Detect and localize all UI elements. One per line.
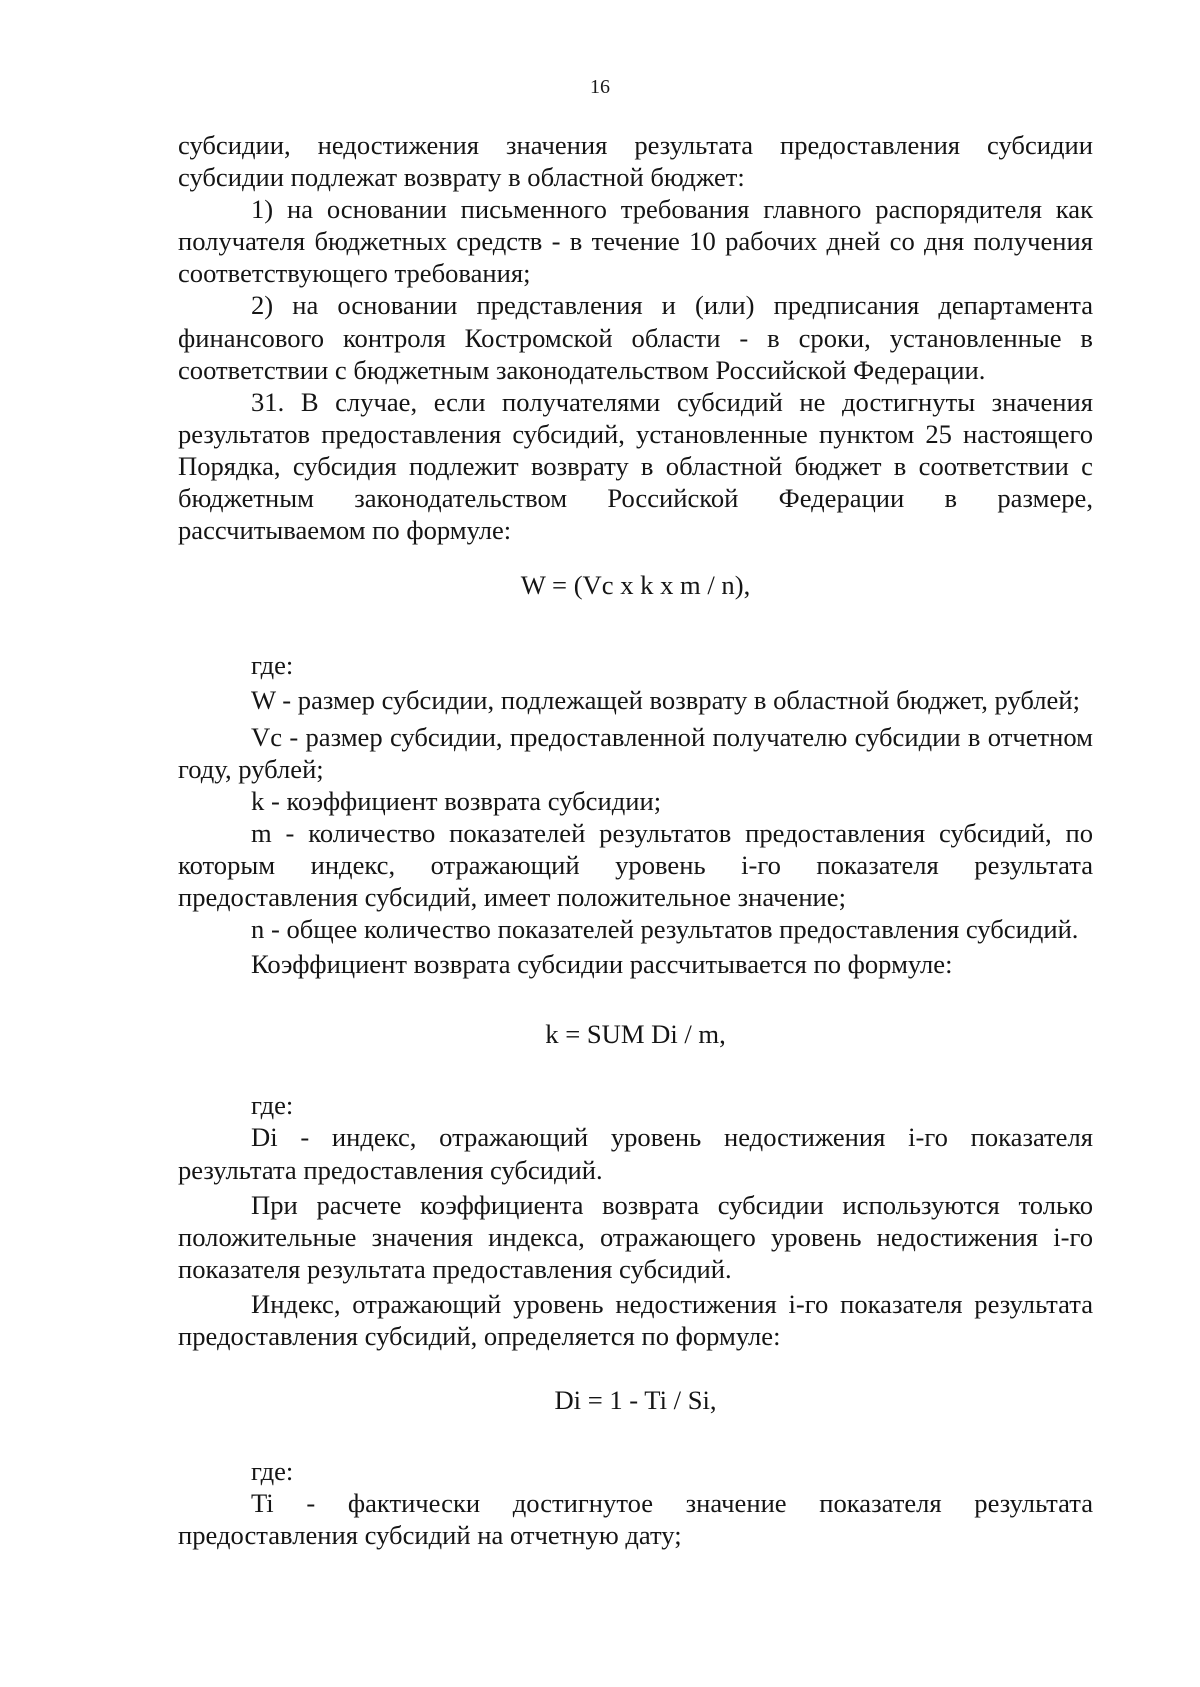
definition-di: Di - индекс, отражающий уровень недостижения i-го показателя результата предоставления субсидий.: [178, 1122, 1093, 1185]
formula-di: Di = 1 - Ti / Si,: [554, 1385, 717, 1416]
where-label: где:: [251, 1456, 294, 1487]
document-body: [178, 129, 1093, 1551]
coefficient-intro: Коэффициент возврата субсидии рассчитывается по формуле:: [251, 949, 953, 980]
definition-w: W - размер субсидии, подлежащей возврату в областной бюджет, рублей;: [251, 685, 1080, 716]
paragraph: При расчете коэффициента возврата субсидии используются только положительные значения индекса, отражающего уровень недостижения i-го показателя результата предоставления субсидий.: [178, 1189, 1093, 1284]
page-number: 16: [590, 76, 610, 98]
definition-n: n - общее количество показателей результатов предоставления субсидий.: [251, 914, 1079, 945]
definition-vc: Vc - размер субсидии, предоставленной получателю субсидии в отчетном году, рублей;: [178, 721, 1093, 784]
where-label: где:: [251, 1090, 294, 1121]
paragraph: субсидии, недостижения значения результата предоставления субсидии субсидии подлежат возврату в областной бюджет:: [178, 130, 1093, 193]
where-label: где:: [251, 650, 294, 681]
paragraph: Индекс, отражающий уровень недостижения i-го показателя результата предоставления субсидий, определяется по формуле:: [178, 1288, 1093, 1351]
definition-k: k - коэффициент возврата субсидии;: [251, 785, 662, 816]
definition-ti: Ti - фактически достигнутое значение показателя результата предоставления субсидий на отчетную дату;: [178, 1488, 1093, 1551]
paragraph: 2) на основании представления и (или) предписания департамента финансового контроля Костромской области - в сроки, установленные в соответствии с бюджетным законодательством Российской Федерации.: [178, 290, 1093, 385]
definition-m: m - количество показателей результатов предоставления субсидий, по которым индекс, отражающий уровень i-го показателя результата предоставления субсидий, имеет положительное значение;: [178, 817, 1093, 912]
paragraph: 31. В случае, если получателями субсидий не достигнуты значения результатов предоставления субсидий, установленные пунктом 25 настоящего Порядка, субсидия подлежит возврату в областной бюджет в соответствии с бюджетным законодательством Российской Федерации в размере, рассчитываемом по формуле:: [178, 386, 1093, 546]
formula-w: W = (Vc x k x m / n),: [520, 570, 751, 601]
formula-k: k = SUM Di / m,: [545, 1019, 726, 1050]
paragraph: 1) на основании письменного требования главного распорядителя как получателя бюджетных средств - в течение 10 рабочих дней со дня получения соответствующего требования;: [178, 194, 1093, 289]
